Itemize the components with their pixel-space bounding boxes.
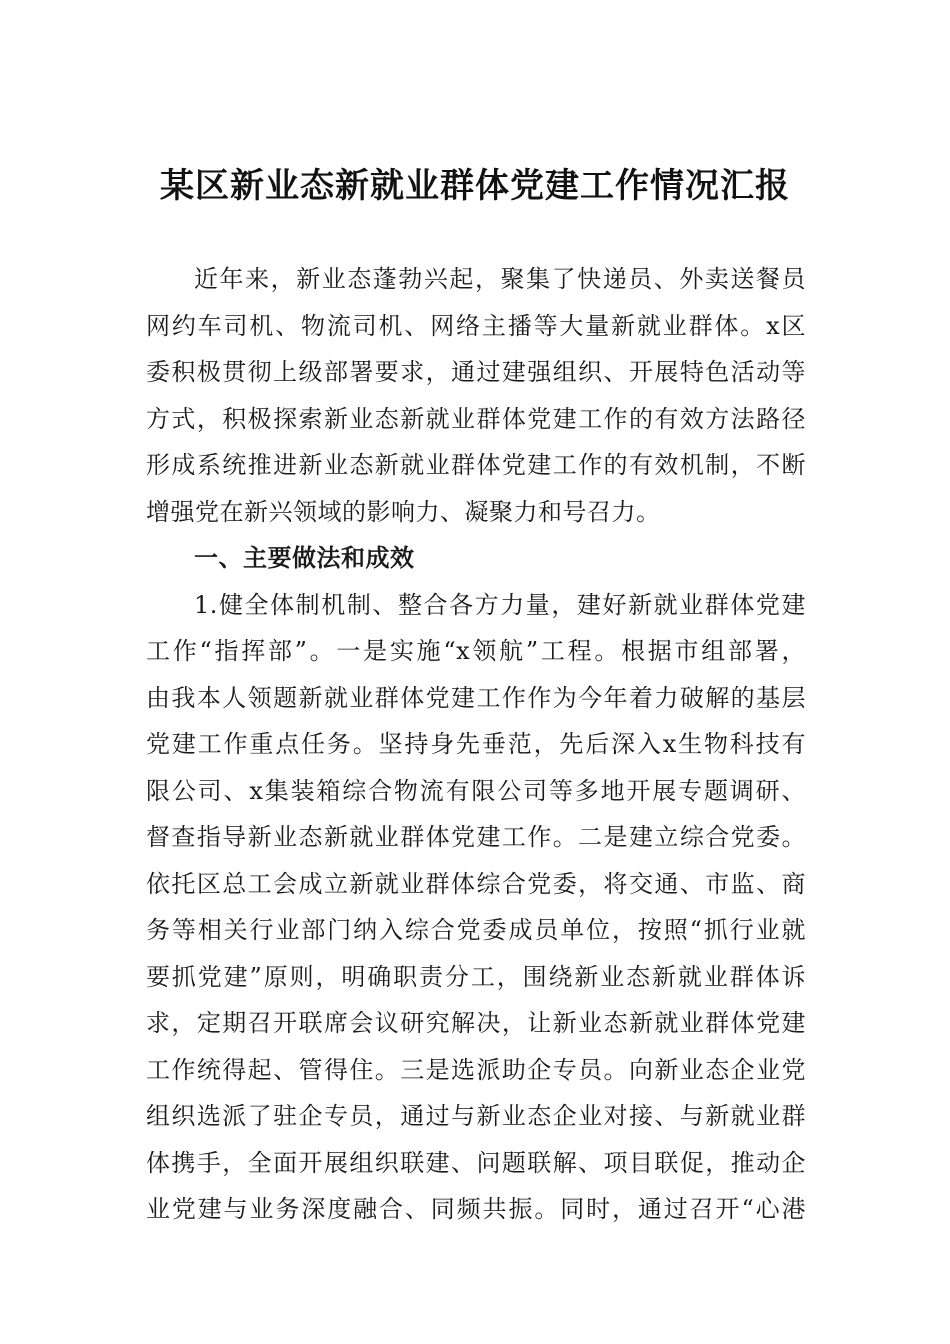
- section-line: 求，定期召开联席会议研究解决，让新业态新就业群体党建: [146, 1009, 806, 1037]
- document-body: [146, 256, 806, 1233]
- section-line: 由我本人领题新就业群体党建工作作为今年着力破解的基层: [146, 683, 806, 712]
- section-line: 工作“指挥部”。一是实施“x领航”工程。根据市组部署，: [146, 637, 806, 665]
- section-heading: 一、主要做法和成效: [194, 544, 415, 572]
- intro-line: 形成系统推进新业态新就业群体党建工作的有效机制，不断: [146, 451, 806, 479]
- section-line: 体携手，全面开展组织联建、问题联解、项目联促，推动企: [146, 1148, 806, 1177]
- intro-line: 增强党在新兴领域的影响力、凝聚力和号召力。: [146, 497, 661, 526]
- section-line: 限公司、x集装箱综合物流有限公司等多地开展专题调研、: [146, 776, 806, 805]
- section-line: 督查指导新业态新就业群体党建工作。二是建立综合党委。: [146, 823, 806, 851]
- section-line: 业党建与业务深度融合、同频共振。同时，通过召开“心港: [146, 1195, 806, 1223]
- section-line: 工作统得起、管得住。三是选派助企专员。向新业态企业党: [146, 1055, 806, 1084]
- document-title: 某区新业态新就业群体党建工作情况汇报: [160, 166, 790, 206]
- section-line: 党建工作重点任务。坚持身先垂范，先后深入x生物科技有: [146, 730, 806, 758]
- intro-line: 近年来，新业态蓬勃兴起，聚集了快递员、外卖送餐员: [194, 265, 806, 293]
- section-line: 要抓党建”原则，明确职责分工，围绕新业态新就业群体诉: [146, 962, 806, 991]
- intro-line: 委积极贯彻上级部署要求，通过建强组织、开展特色活动等: [146, 358, 806, 386]
- section-line: 1.健全体制机制、整合各方力量，建好新就业群体党建: [194, 590, 806, 619]
- section-line: 组织选派了驻企专员，通过与新业态企业对接、与新就业群: [146, 1102, 806, 1130]
- intro-line: 方式，积极探索新业态新就业群体党建工作的有效方法路径: [146, 404, 806, 433]
- intro-line: 网约车司机、物流司机、网络主播等大量新就业群体。x区: [146, 311, 806, 340]
- section-line: 依托区总工会成立新就业群体综合党委，将交通、市监、商: [146, 869, 806, 898]
- section-line: 务等相关行业部门纳入综合党委成员单位，按照“抓行业就: [146, 916, 806, 944]
